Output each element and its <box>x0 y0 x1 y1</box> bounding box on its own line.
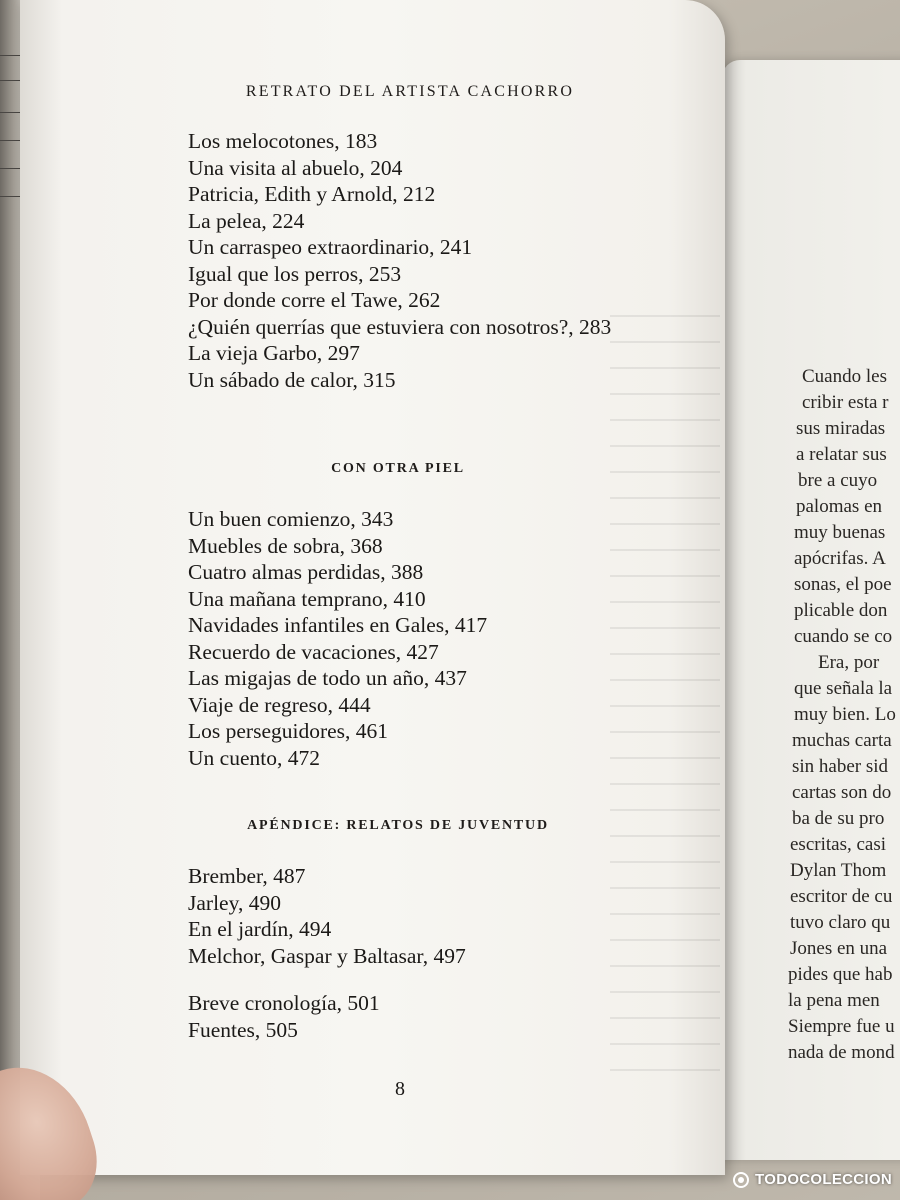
toc-entry: Por donde corre el Tawe, 262 <box>188 288 441 312</box>
toc-entry: Los perseguidores, 461 <box>188 719 389 743</box>
right-page-line: Jones en una <box>790 938 888 959</box>
toc-entry: Una mañana temprano, 410 <box>188 586 426 611</box>
toc-entry: Brember, 487 <box>188 864 306 888</box>
toc-entry: Viaje de regreso, 444 <box>188 692 371 717</box>
right-page-line: apócrifas. A <box>794 548 886 569</box>
right-page-line: tuvo claro qu <box>790 912 891 933</box>
right-page-line: sonas, el poe <box>794 574 892 595</box>
toc-entry: Cuatro almas perdidas, 388 <box>188 560 424 584</box>
toc-entry: En el jardín, 494 <box>188 917 332 941</box>
right-page-line: escritor de cu <box>790 886 893 907</box>
toc-entry: Los melocotones, 183 <box>188 129 378 153</box>
toc-entry: Patricia, Edith y Arnold, 212 <box>188 182 436 206</box>
toc-entry: Navidades infantiles en Gales, 417 <box>188 613 488 637</box>
toc-entry: Igual que los perros, 253 <box>188 261 402 286</box>
toc-entry: Breve cronología, 501 <box>188 991 380 1015</box>
toc-list-section <box>188 506 487 771</box>
right-page-line: Siempre fue u <box>788 1016 895 1037</box>
toc-entry: Un buen comienzo, 343 <box>188 507 394 531</box>
right-page-line: sus miradas <box>796 418 886 439</box>
right-page-line: bre a cuyo <box>798 470 878 491</box>
right-page-line: muy bien. Lo <box>794 704 896 725</box>
toc-list-section <box>188 863 466 969</box>
toc-entry: Un sábado de calor, 315 <box>188 367 396 392</box>
section-heading: APÉNDICE: RELATOS DE JUVENTUD <box>247 818 549 833</box>
section-heading: CON OTRA PIEL <box>331 461 465 476</box>
toc-entry: Un carraspeo extraordinario, 241 <box>188 235 473 259</box>
show-through-text <box>610 315 720 1075</box>
right-page-line: ba de su pro <box>792 808 885 829</box>
watermark-logo-icon <box>733 1172 749 1188</box>
toc-entry: Fuentes, 505 <box>188 1017 298 1042</box>
right-page-line: nada de mond <box>788 1042 895 1063</box>
toc-entry: Un cuento, 472 <box>188 745 320 770</box>
toc-entry: Las migajas de todo un año, 437 <box>188 666 467 690</box>
page-number: 8 <box>395 1078 405 1100</box>
right-page-line: muy buenas <box>794 522 886 543</box>
right-page <box>722 60 900 1160</box>
right-page-line: escritas, casi <box>790 834 887 855</box>
table-of-contents <box>188 128 708 1042</box>
watermark-text: TODOCOLECCION <box>755 1171 892 1188</box>
toc-list-main <box>188 128 708 393</box>
toc-entry: Jarley, 490 <box>188 890 281 915</box>
right-page-line: a relatar sus <box>796 444 887 465</box>
book-page <box>20 0 725 1175</box>
right-page-line: la pena men <box>788 990 880 1011</box>
right-page-line: cribir esta r <box>802 392 889 413</box>
right-page-line: Cuando les <box>802 366 887 387</box>
toc-entry: Melchor, Gaspar y Baltasar, 497 <box>188 943 466 968</box>
right-page-line: plicable don <box>794 600 888 621</box>
toc-entry: La pelea, 224 <box>188 208 305 233</box>
watermark <box>733 1171 892 1188</box>
right-page-line: cartas son do <box>792 782 892 803</box>
toc-entry: ¿Quién querrías que estuviera con nosotros?, 283 <box>188 314 612 339</box>
toc-entry: La vieja Garbo, 297 <box>188 341 360 365</box>
toc-entry: Recuerdo de vacaciones, 427 <box>188 639 439 664</box>
right-page-line: sin haber sid <box>792 756 889 777</box>
running-head: RETRATO DEL ARTISTA CACHORRO <box>245 83 575 100</box>
toc-list-backmatter <box>188 990 380 1043</box>
right-page-line: que señala la <box>794 678 893 699</box>
right-page-line: palomas en <box>796 496 883 517</box>
right-page-line: Dylan Thom <box>790 860 887 881</box>
toc-entry: Una visita al abuelo, 204 <box>188 155 403 180</box>
right-page-line: pides que hab <box>788 964 893 985</box>
right-page-line: Era, por <box>818 652 880 673</box>
right-page-line: cuando se co <box>794 626 893 647</box>
right-page-line: muchas carta <box>792 730 892 751</box>
toc-entry: Muebles de sobra, 368 <box>188 533 383 558</box>
